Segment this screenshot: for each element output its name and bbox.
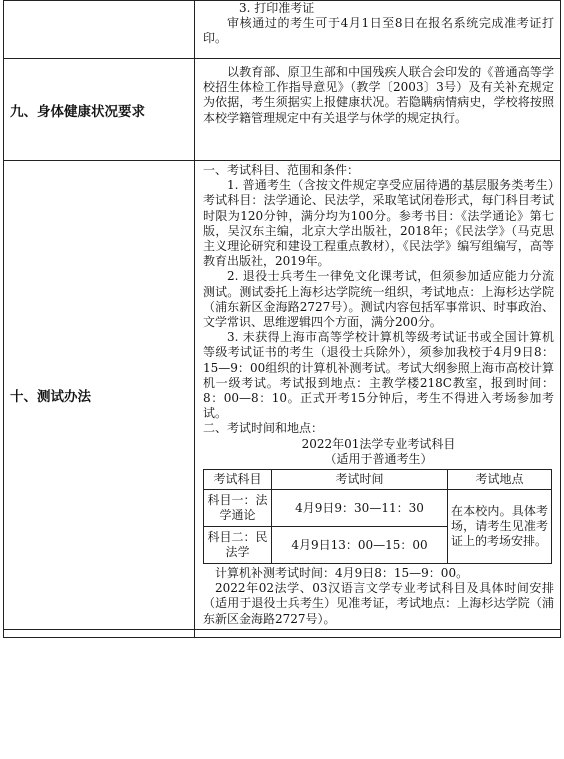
header-subject: 考试科目 — [204, 470, 272, 490]
exam-time-2: 4月9日13：00—15：00 — [272, 527, 448, 564]
item3-text: 审核通过的考生可于4月1日至8日在报名系统完成准考证打印。 — [203, 16, 554, 46]
exam-schedule-table — [203, 469, 552, 564]
paragraph-computer-test: 3. 未获得上海市高等学校计算机等级考试证书或全国计算机等级考试证书的考生（退役士兵除外），须参加我校于4月9日8：15—9：00组织的计算机补测考试。考试大纲参照上海市高校计算机一级考试。考试报到地点：主教学楼218C教室，报到时间：8：00—8：10。正式开考15分钟后，考生不得进入考场参加考试。 — [203, 330, 554, 421]
exam-table-header-row — [204, 470, 552, 490]
section-9-text: 以教育部、原卫生部和中国残疾人联合会印发的《普通高等学校招生体检工作指导意见》（教学〔2003〕3号）及有关补充规定为依据，考生须据实上报健康状况。若隐瞒病情病史，学校将按照本校学籍管理规定中有关退学与休学的规定执行。 — [203, 65, 554, 125]
section-9-label: 九、身体健康状况要求 — [4, 59, 195, 161]
section-9-content — [195, 59, 561, 161]
row-prev-label — [4, 1, 195, 59]
admission-info-table — [3, 0, 561, 638]
exam-table-row — [204, 490, 552, 527]
section-10-content — [195, 161, 561, 630]
item3-title: 3. 打印准考证 — [239, 1, 315, 15]
row-section-9 — [4, 59, 561, 161]
row-section-10 — [4, 161, 561, 630]
header-location: 考试地点 — [448, 470, 552, 490]
exam-subject-2: 科目二：民法学 — [204, 527, 272, 564]
paragraph-ordinary-candidates: 1. 普通考生（含按文件规定享受应届待遇的基层服务类考生）考试科目：法学通论、民法学，采取笔试闭卷形式，每门科目考试时限为120分钟，满分均为100分。参考书目：《法学通论》第七版，吴汉东主编，北京大学出版社，2018年；《民法学》（马克思主义理论研究和建设工程重点教材），《民法学》编写组编写，高等教育出版社，2019年。 — [203, 178, 554, 269]
exam-table-subtitle: （适用于普通考生） — [324, 451, 433, 466]
row-next-section — [4, 629, 561, 637]
exam-table-title: 2022年01法学专业考试科目 — [301, 436, 456, 451]
exam-subject-1: 科目一：法学通论 — [204, 490, 272, 527]
header-time: 考试时间 — [272, 470, 448, 490]
paragraph-computer-test-time: 计算机补测考试时间：4月9日8：15—9：00。 — [215, 566, 469, 581]
section-10-label: 十、测试办法 — [4, 161, 195, 630]
subheading-subjects: 一、考试科目、范围和条件： — [203, 163, 360, 177]
row-prev-section — [4, 1, 561, 59]
row-next-content — [195, 629, 561, 637]
paragraph-veteran-candidates: 2. 退役士兵考生一律免文化课考试，但须参加适应能力分流测试。测试委托上海杉达学院统一组织，考试地点：上海杉达学院（浦东新区金海路2727号）。测试内容包括军事常识、时事政治、文学常识、思维逻辑四个方面，满分200分。 — [203, 269, 554, 330]
exam-time-1: 4月9日9：30—11：30 — [272, 490, 448, 527]
subheading-time-place: 二、考试时间和地点： — [203, 421, 324, 436]
paragraph-veteran-schedule: 2022年02法学、03汉语言文学专业考试科目及具体时间安排（适用于退役士兵考生）见准考证，考试地点：上海杉达学院（浦东新区金海路2727号）。 — [203, 581, 554, 626]
row-next-label — [4, 629, 195, 637]
exam-location: 在本校内。具体考场，请考生见准考证上的考场安排。 — [448, 490, 552, 564]
row-prev-content — [195, 1, 561, 59]
